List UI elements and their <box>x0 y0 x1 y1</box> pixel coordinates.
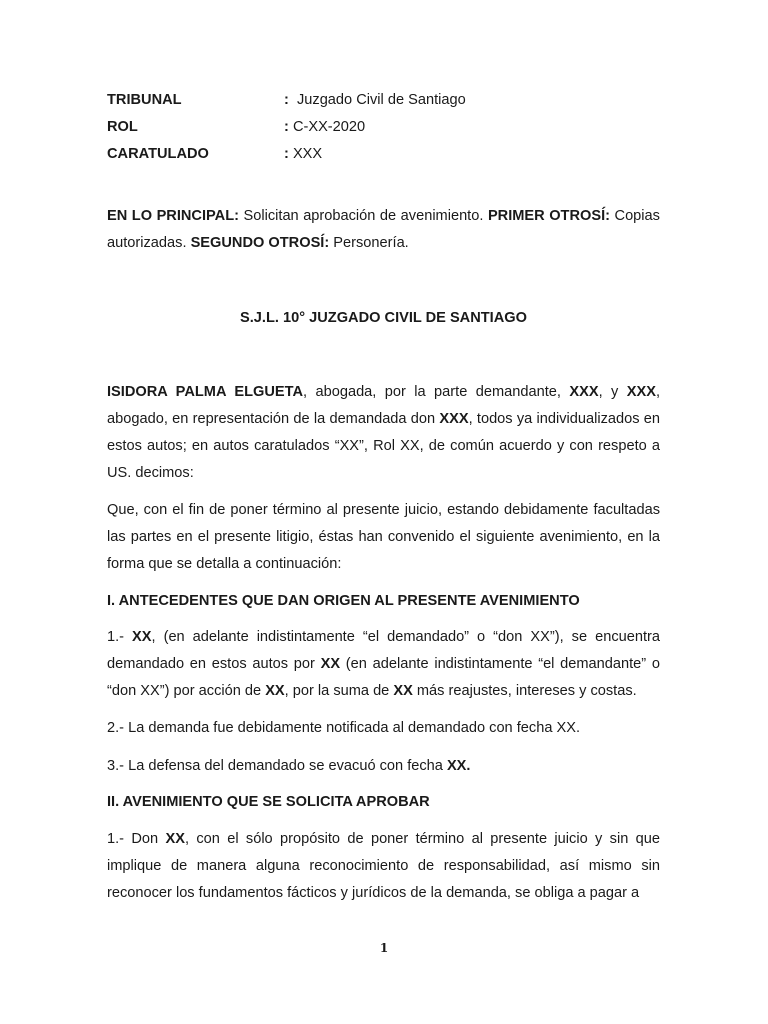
section-2-heading: II. AVENIMIENTO QUE SE SOLICITA APROBAR <box>107 794 430 810</box>
summary-paragraph <box>107 203 660 257</box>
section-2-item-1: 1.- Don XX, con el sólo propósito de poner término al presente juicio y sin que implique de manera alguna reconocimiento de responsabilidad, así mismo sin reconocer los fundamentos fácticos y jurídicos de la demanda, se obliga a pagar a <box>107 831 660 901</box>
page-number: 1 <box>379 941 389 955</box>
header-key: TRIBUNAL <box>107 92 182 108</box>
header-value: XXX <box>292 146 323 162</box>
header-sep: : <box>284 146 289 162</box>
lawyer-name: ISIDORA PALMA ELGUETA <box>107 384 304 400</box>
segundo-otrosi-label: SEGUNDO OTROSÍ: <box>190 235 330 251</box>
court-title: S.J.L. 10° JUZGADO CIVIL DE SANTIAGO <box>240 310 527 326</box>
section-1-item-3: 3.- La defensa del demandado se evacuó con fecha XX. <box>107 758 471 774</box>
section-1-item-2: 2.- La demanda fue debidamente notificada al demandado con fecha XX. <box>107 720 581 736</box>
header-sep: : <box>284 119 289 135</box>
segundo-otrosi-text: Personería. <box>333 235 409 251</box>
header-key: CARATULADO <box>107 146 209 162</box>
header-key: ROL <box>107 119 138 135</box>
primer-otrosi-label: PRIMER OTROSÍ: <box>487 208 611 224</box>
primer-otrosi-text: Copias autorizadas. <box>107 208 660 251</box>
intro-paragraph: ISIDORA PALMA ELGUETA, abogada, por la parte demandante, XXX, y XXX, abogado, en representación de la demandada don XXX, todos ya individualizados en estos autos; en autos caratulados “XX”, Rol XX, de común acuerdo y con respeto a US. decimos: <box>107 384 661 481</box>
header-value: Juzgado Civil de Santiago <box>296 92 466 108</box>
agreement-paragraph: Que, con el fin de poner término al presente juicio, estando debidamente facultadas las partes en el presente litigio, éstas han convenido el siguiente avenimiento, en la forma que se detalla a continuación: <box>107 502 660 572</box>
principal-text: Solicitan aprobación de avenimiento. <box>243 208 484 224</box>
header-sep: : <box>284 92 289 108</box>
section-1-heading: I. ANTECEDENTES QUE DAN ORIGEN AL PRESENTE AVENIMIENTO <box>107 593 580 609</box>
header-value: C-XX-2020 <box>292 119 366 135</box>
section-1-item-1: 1.- XX, (en adelante indistintamente “el demandado” o “don XX”), se encuentra demandado en estos autos por XX (en adelante indistintamente “el demandante” o “don XX”) por acción de XX, por la suma de XX más reajustes, intereses y costas. <box>107 629 660 699</box>
principal-label: EN LO PRINCIPAL: <box>107 208 239 224</box>
